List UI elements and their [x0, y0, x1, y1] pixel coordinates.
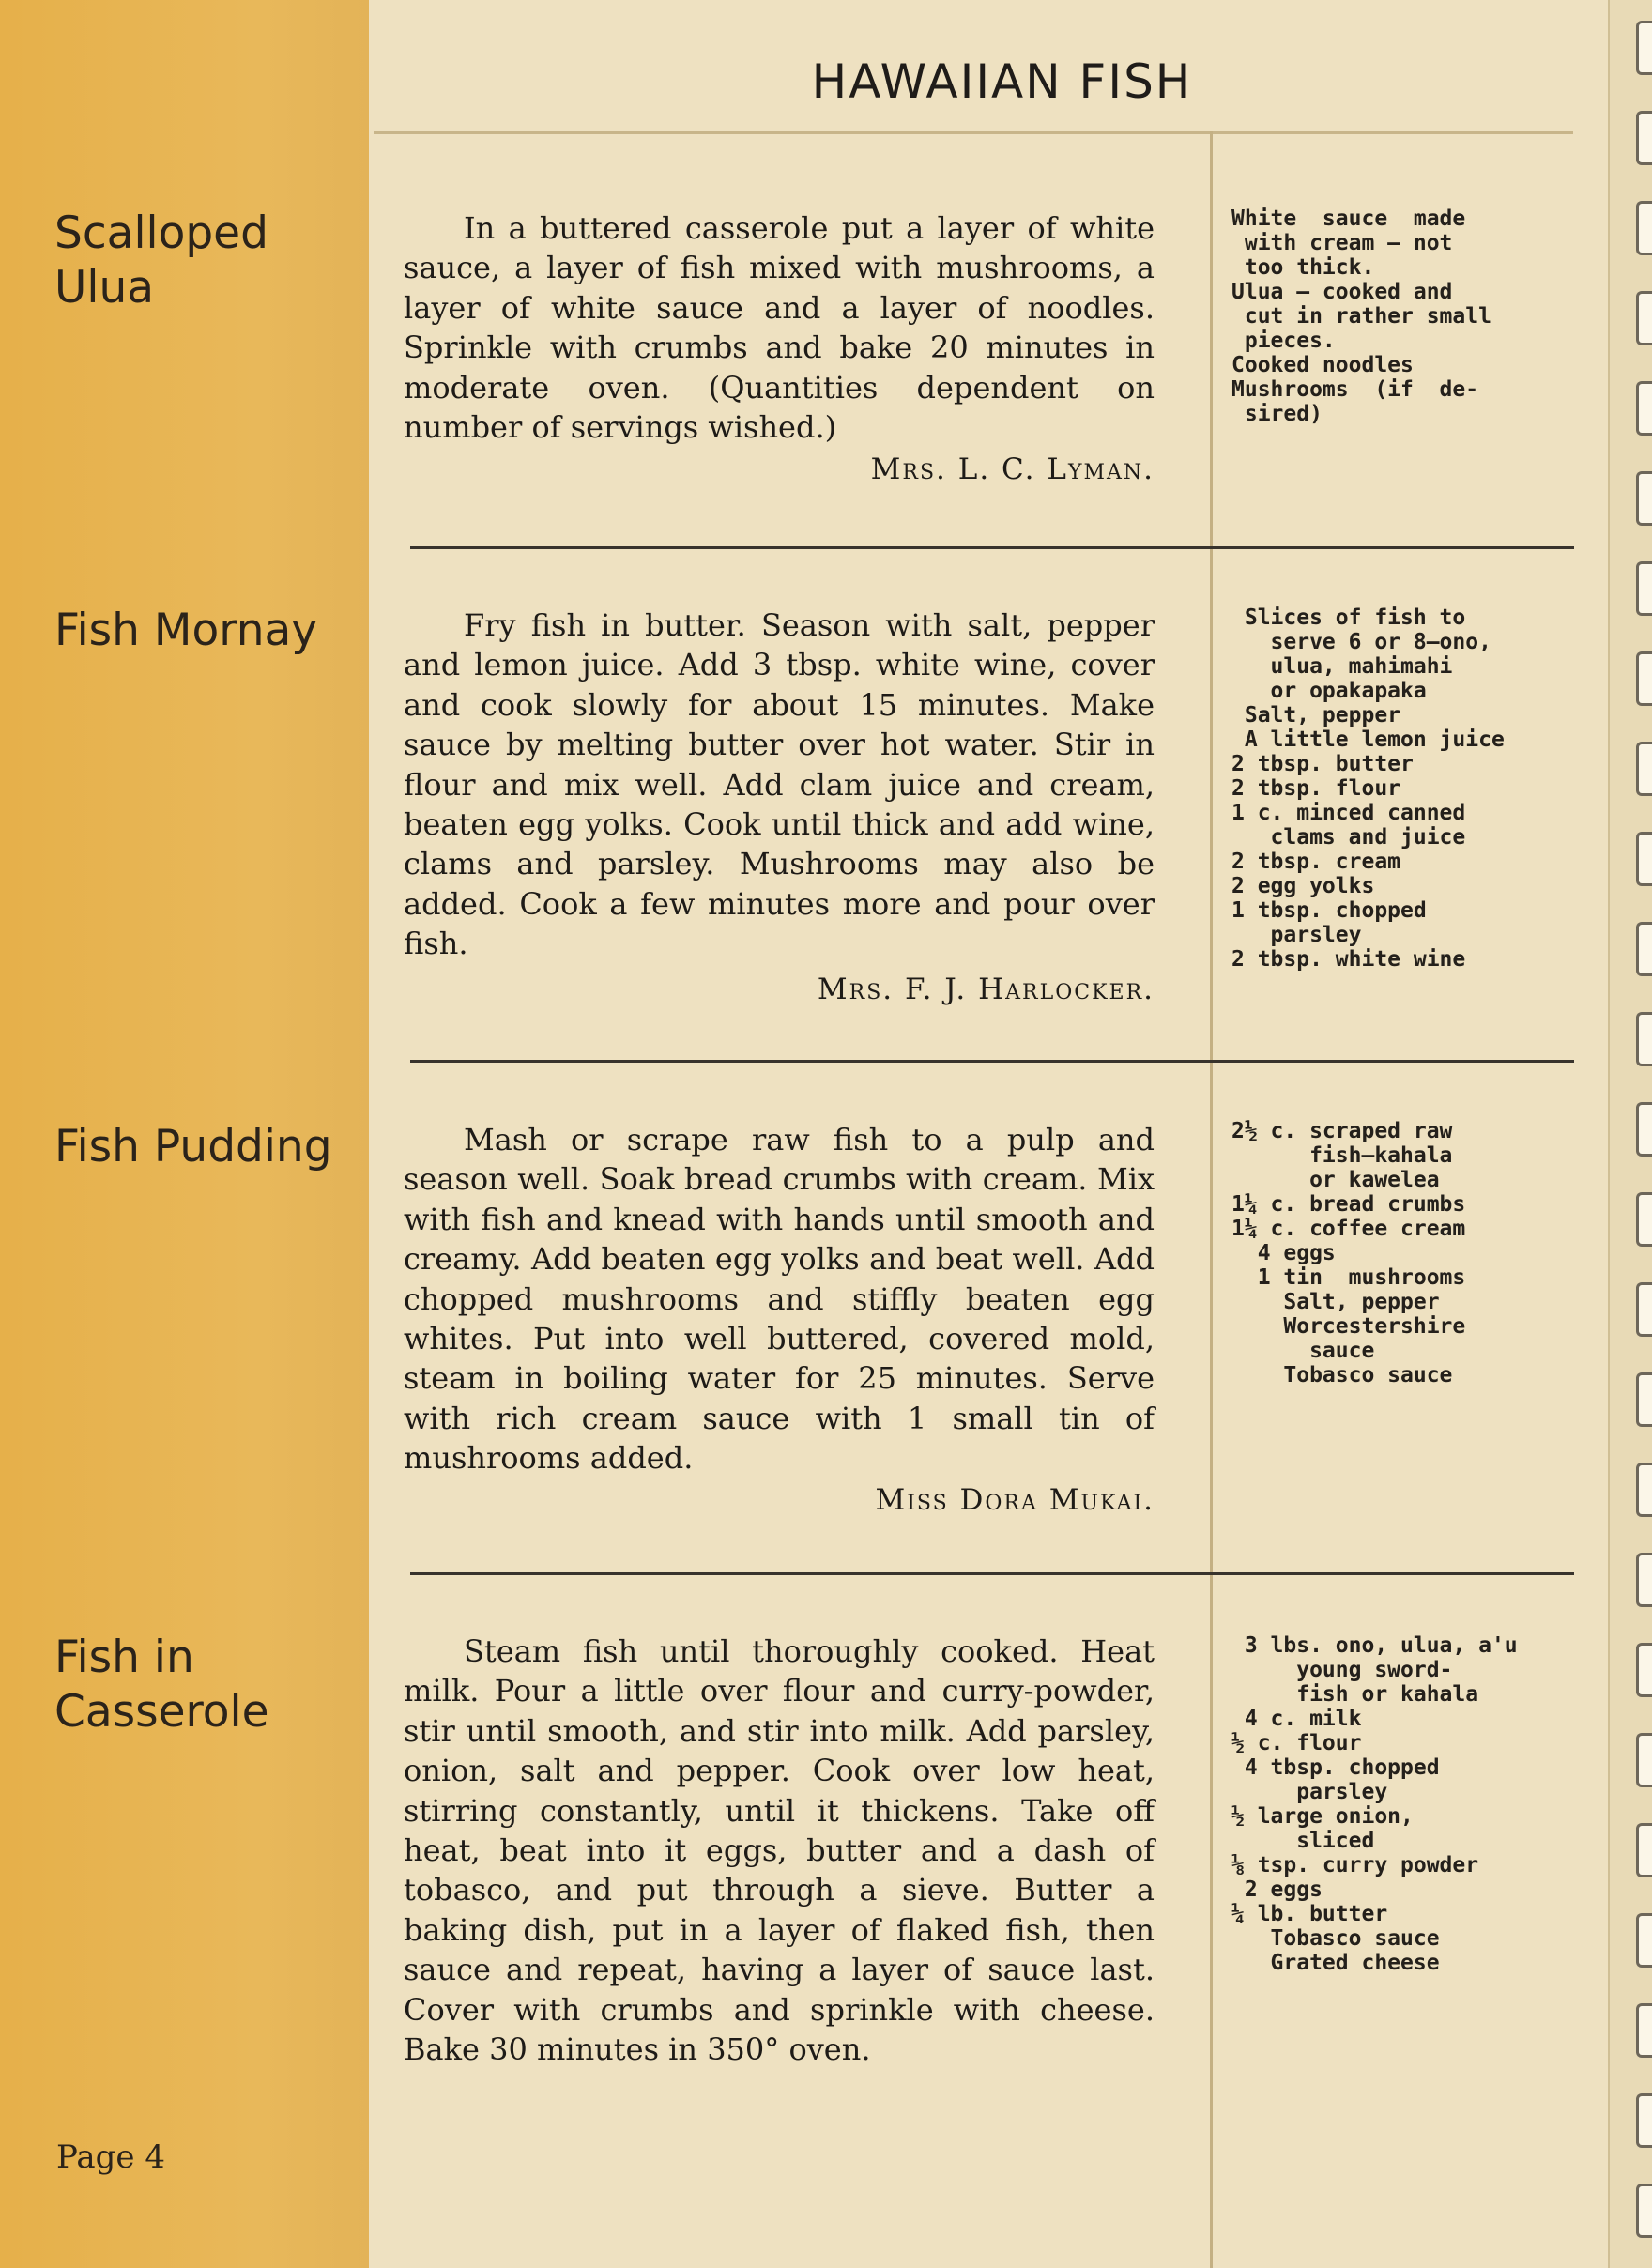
binding-tab: [1636, 651, 1652, 706]
binding-tab: [1636, 1012, 1652, 1066]
recipe-directions: Fry fish in butter. Season with salt, pepper and lemon juice. Add 3 tbsp. white wine, cover and cook slowly for about 15 minutes. Make sauce by melting butter over hot water. Stir in flour and mix well. Add clam juice and cream, beaten egg yolks. Cook until thick and add wine, clams and parsley. Mushrooms may also be added. Cook a few minutes more and pour over fish.: [404, 607, 1155, 962]
binding-tab: [1636, 1463, 1652, 1517]
recipe-directions: Mash or scrape raw fish to a pulp and season well. Soak bread crumbs with cream. Mix with fish and knead with hands until smooth and creamy. Add beaten egg yolks and beat well. Add chopped mushrooms and stiffly beaten egg whites. Put into well buttered, covered mold, steam in boiling water for 25 minutes. Serve with rich cream sauce with 1 small tin of mushrooms added.: [404, 1122, 1155, 1477]
page-number: Page 4: [56, 2138, 165, 2176]
binding-tab: [1636, 922, 1652, 976]
recipe-title: Fish Mornay: [54, 605, 318, 656]
ingredient-list: 2½ c. scraped raw fish—kahala or kawelea 1¼ c. bread crumbs 1¼ c. coffee cream 4 eggs 1 tin mushrooms Salt, pepper Worcestershire sauce Tobasco sauce: [1231, 1119, 1466, 1387]
ingredient-list: Slices of fish to serve 6 or 8—ono, ulua, mahimahi or opakapaka Salt, pepper A little lemon juice 2 tbsp. butter 2 tbsp. flour 1 c. minced canned clams and juice 2 tbsp. cream 2 egg yolks 1 tbsp. chopped parsley 2 tbsp. white wine: [1231, 605, 1505, 972]
binding-tab: [1636, 1192, 1652, 1247]
binding-tab: [1636, 1282, 1652, 1337]
binding-tab: [1636, 201, 1652, 255]
recipe-directions: Steam fish until thoroughly cooked. Heat milk. Pour a little over flour and curry-powder, stir until smooth, and stir into milk. Add parsley, onion, salt and pepper. Cook over low heat, stirring constantly, until it thickens. Take off heat, beat into it eggs, butter and a dash of tobasco, and put through a sieve. Butter a baking dish, put in a layer of flaked fish, then sauce and repeat, having a layer of sauce last. Cover with crumbs and sprinkle with cheese. Bake 30 minutes in 350° oven.: [404, 1633, 1155, 2068]
binding-tab: [1636, 471, 1652, 526]
recipe-title: Fish Pudding: [54, 1121, 332, 1172]
recipe-divider: [410, 1060, 1574, 1063]
binding-tab: [1636, 381, 1652, 436]
spiral-binding: [1608, 0, 1652, 2268]
page-title: HAWAIIAN FISH: [811, 54, 1193, 109]
recipe-title: Fish in Casserole: [54, 1632, 269, 1738]
recipe-divider: [410, 1572, 1574, 1575]
binding-tab: [1636, 111, 1652, 165]
binding-tab: [1636, 561, 1652, 616]
binding-tab: [1636, 1643, 1652, 1697]
ingredient-list: 3 lbs. ono, ulua, a'u young sword- fish or kahala 4 c. milk ½ c. flour 4 tbsp. chopped parsley ½ large onion, sliced ⅛ tsp. curry powder 2 eggs ¼ lb. butter Tobasco sauce Grated cheese: [1231, 1633, 1518, 1975]
binding-tab: [1636, 2003, 1652, 2058]
recipe-divider: [410, 546, 1574, 549]
column-divider: [1210, 131, 1213, 2268]
binding-tab: [1636, 1913, 1652, 1968]
binding-tab: [1636, 742, 1652, 796]
recipe-title: Scalloped Ulua: [54, 207, 268, 314]
binding-tab: [1636, 1733, 1652, 1787]
binding-tab: [1636, 291, 1652, 345]
binding-tab: [1636, 2184, 1652, 2238]
binding-tab: [1636, 1823, 1652, 1877]
title-divider: [374, 131, 1573, 134]
binding-tab: [1636, 832, 1652, 886]
recipe-author: Miss Dora Mukai.: [875, 1483, 1155, 1517]
binding-tab: [1636, 2093, 1652, 2148]
recipe-directions: In a buttered casserole put a layer of white sauce, a layer of fish mixed with mushrooms, a layer of white sauce and a layer of noodles. Sprinkle with crumbs and bake 20 minutes in moderate oven. (Quantities dependent on number of servings wished.): [404, 210, 1155, 446]
recipe-author: Mrs. F. J. Harlocker.: [817, 973, 1155, 1006]
ingredient-list: White sauce made with cream — not too thick. Ulua — cooked and cut in rather small pieces. Cooked noodles Mushrooms (if de- sired): [1231, 207, 1491, 426]
binding-tab: [1636, 1553, 1652, 1607]
binding-tab: [1636, 1372, 1652, 1427]
binding-tab: [1636, 1102, 1652, 1157]
recipe-author: Mrs. L. C. Lyman.: [870, 452, 1155, 486]
